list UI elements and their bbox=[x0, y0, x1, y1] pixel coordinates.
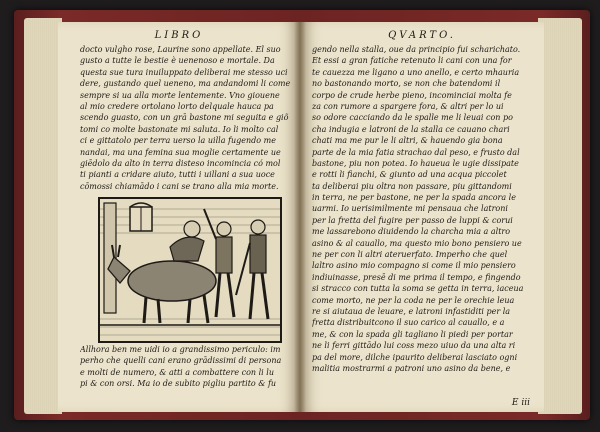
text-line: indiuinasse, presē di me prima il tempo, e fingendo bbox=[312, 272, 521, 282]
text-line: in terra, ne per bastone, ne per la spada ancora le bbox=[312, 193, 516, 203]
text-line: perho che quelli cani erano grādissimi di persona bbox=[80, 356, 282, 366]
text-line: pi & con orsi. Ma io de subito pigliu partito & fu bbox=[80, 379, 277, 389]
text-line: za con rumore a spargere fora, & altri per lo ui bbox=[312, 101, 504, 111]
left-page-edges bbox=[24, 18, 62, 414]
text-line: docto vulgho rose, Laurine sono appellate. El suo bbox=[80, 45, 281, 54]
text-line: nandai, ma una femina sua moglie certamente ue bbox=[80, 147, 281, 157]
text-line: dere, gustando quel ueneno, ma andandomi li come bbox=[80, 79, 291, 89]
text-line: Allhora ben me uidi io a grandissimo periculo: im bbox=[80, 345, 281, 354]
text-line: come morto, ne per la coda ne per le orechie leua bbox=[312, 295, 515, 305]
text-line: uarmi. Io uerisimilmente mi pensaua che latroni bbox=[312, 204, 508, 214]
text-line: per la fretta del fugire per passo de luppi & corui bbox=[312, 215, 513, 225]
text-line: si stracco con tutta la soma se getta in terra, iaceua bbox=[312, 284, 524, 294]
text-line: bastone, piu non potea. Io haueua le ugie dissipate bbox=[312, 158, 519, 168]
right-running-head: QVARTO. bbox=[388, 30, 456, 41]
text-line: laltro asino mio compagno si come il mio pensiero bbox=[312, 261, 516, 271]
text-line: cha indugia e latroni de la stalla ce cauano chari bbox=[312, 124, 510, 134]
text-line: e molti de numero, & atti a combattere con li lu bbox=[80, 367, 274, 377]
text-line: ne per con li altri ateruerfato. Imperho che quel bbox=[312, 250, 508, 260]
text-line: chati ma me pur le li altri, & hauendo gia bona bbox=[312, 136, 503, 146]
text-line: sempre si ua alla morte lentemente. Vno giouene bbox=[80, 90, 280, 100]
text-line: tomi co molte bastonate mi saluta. Io li molto cal bbox=[80, 124, 279, 134]
text-line: questa sue tura inuiluppato deliberai me stesso uci bbox=[80, 67, 288, 77]
text-line: giēdolo da alto in terra disteso incomincia có mol bbox=[80, 158, 281, 168]
signature-mark: E iii bbox=[511, 398, 530, 408]
text-line: ci e gittatolo per terra uerso la uilla fugendo me bbox=[80, 136, 276, 146]
right-page-edges bbox=[538, 18, 582, 414]
book-gutter bbox=[294, 22, 306, 412]
left-text-bottom bbox=[80, 344, 292, 390]
text-line: no bastonando morto, se non che batendomi il bbox=[312, 79, 501, 89]
right-text bbox=[312, 44, 534, 374]
text-line: asino & al cauallo, ma questo mio bono pensiero ue bbox=[312, 238, 522, 248]
text-line: cōmossi chiamādo i cani se trano alla mia morte. bbox=[80, 181, 279, 191]
text-line: so odore cacciando da le spalle me li leuai con po bbox=[312, 113, 513, 123]
text-line: re si aiutaua de leuare, e latroni infastiditi per la bbox=[312, 306, 511, 316]
text-line: al mio credere ortolano lorto delquale hauca pa bbox=[80, 101, 274, 111]
text-line: Et essi a gran fatiche retenuto li cani con una for bbox=[312, 56, 512, 66]
left-page bbox=[58, 22, 300, 412]
text-line: ti pianti a cridare aiuto, tutti i uillani a sua uoce bbox=[80, 170, 275, 180]
text-line: corpo de crude herbe pieno, incominciai molta fe bbox=[312, 90, 512, 100]
text-line: te cauezza me ligano a uno anello, e certo mhauria bbox=[312, 67, 520, 77]
text-line: scendo guasto, con un grā bastone mi seguita e giõ bbox=[80, 113, 289, 123]
text-line: fretta distribuitcono il suo carico al cauallo, e a bbox=[312, 318, 505, 328]
text-line: gendo nella stalla, oue da principio fui scharichato. bbox=[312, 45, 521, 54]
text-line: pa del more, dilche ipaurito deliberai lasciato ogni bbox=[312, 352, 518, 362]
left-text-top bbox=[80, 44, 292, 192]
text-line: malitia mostrarmi a patroni uno asino da bene, e bbox=[312, 363, 511, 373]
text-line: gusto a tutte le bestie è uenenoso e mortale. Da bbox=[80, 56, 275, 66]
text-line: me, & con la spada gli tagliano li piedi per portar bbox=[312, 329, 513, 339]
text-line: parte de la mia fatia strachao dal peso, e frusto dal bbox=[312, 147, 520, 157]
text-line: me lassarebono diuidendo la charcha mia a altro bbox=[312, 227, 511, 237]
woodcut-illustration bbox=[98, 197, 282, 343]
left-running-head: LIBRO bbox=[154, 30, 204, 41]
text-line: ne li ferri gittādo lui coss mezo uiuo da una alta ri bbox=[312, 341, 516, 351]
text-line: e rotti li fianchi, & giunto ad una acqua piccolet bbox=[312, 170, 507, 180]
text-line: ta deliberai piu oltra non passare, piu gittandomi bbox=[312, 181, 512, 191]
right-page bbox=[300, 22, 544, 412]
